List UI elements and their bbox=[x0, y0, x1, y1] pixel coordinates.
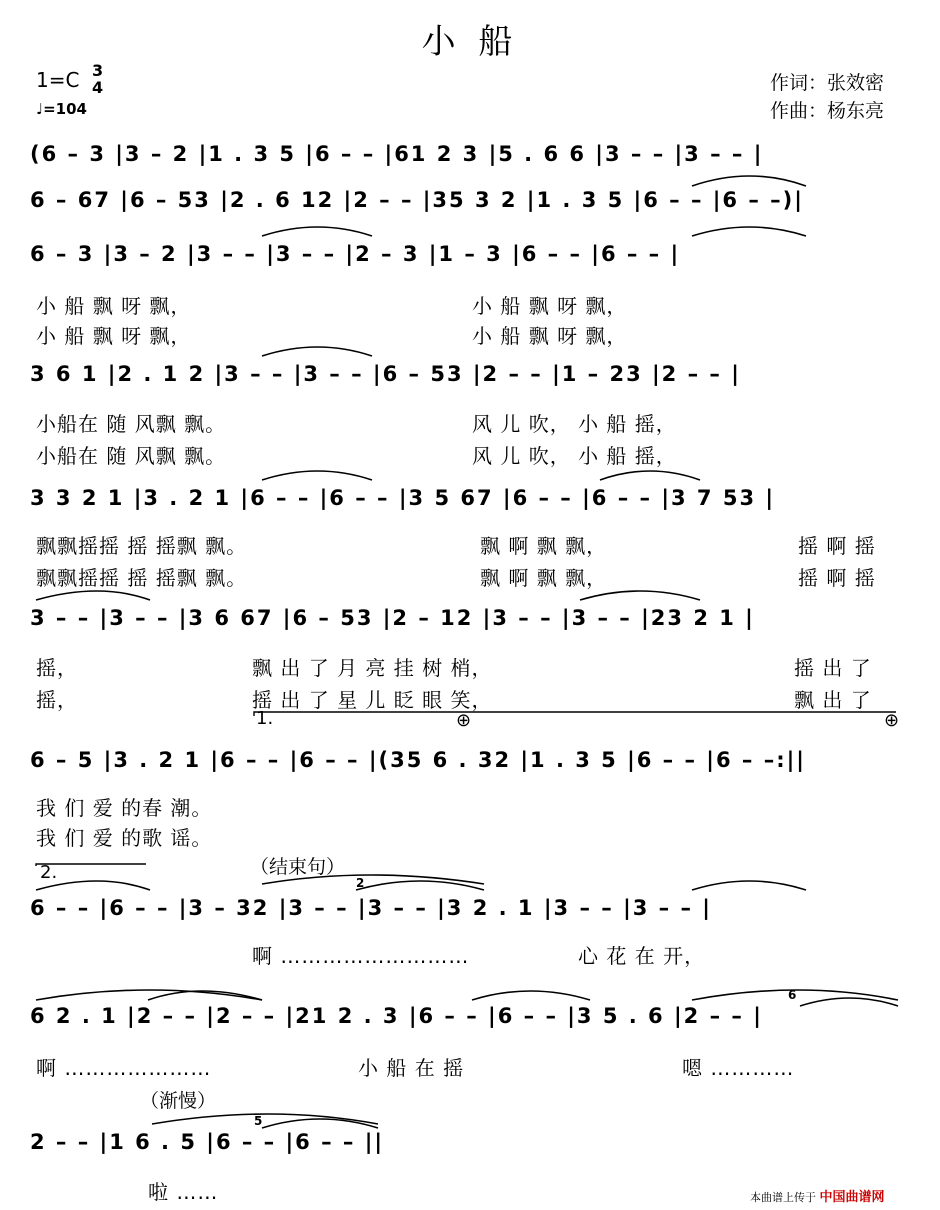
notation-row-6: 3 – – |3 – – |3 6 67 |6 – 53 |2 – 12 |3 – – |3 – – |23 2 1 | bbox=[30, 606, 755, 630]
notation-row-5: 3 3 2 1 |3 . 2 1 |6 – – |6 – – |3 5 67 |6 – – |6 – – |3 7 53 | bbox=[30, 486, 776, 510]
lyric-row-8: 啊 ……………………… 心 花 在 开， bbox=[252, 944, 706, 968]
notation-row-4: 3 6 1 |2 . 1 2 |3 – – |3 – – |6 – 53 |2 – – |1 – 23 |2 – – | bbox=[30, 362, 741, 386]
second-ending-mark: 2. bbox=[40, 862, 58, 883]
lyricist-credit: 作词：张效密 bbox=[770, 72, 885, 94]
grace-note-5: 5 bbox=[254, 1114, 263, 1128]
tempo-marking: ♩=104 bbox=[36, 100, 87, 118]
lyric-row-10: 啦 …… bbox=[148, 1180, 219, 1204]
notation-row-2: 6 – 67 |6 – 53 |2 . 6 12 |2 – – |35 3 2 |1 . 3 5 |6 – – |6 – –)| bbox=[30, 188, 804, 212]
grace-note-2: 2 bbox=[356, 876, 365, 890]
lyric-row-5b: 飘飘摇摇 摇 摇飘 飘。 飘 啊 飘 飘， 摇 啊 摇 bbox=[36, 566, 876, 590]
lyric-row-3b: 小 船 飘 呀 飘， 小 船 飘 呀 飘， bbox=[36, 324, 628, 348]
ending-phrase-label: （结束句） bbox=[250, 856, 346, 878]
first-ending-mark: 1. bbox=[256, 708, 274, 729]
composer-credit: 作曲：杨东亮 bbox=[770, 100, 885, 122]
lyric-row-7a: 我 们 爱 的春 潮。 bbox=[36, 796, 213, 820]
coda-sign-2: ⊕ bbox=[884, 710, 900, 731]
lyric-row-6b: 摇， 摇 出 了 星 儿 眨 眼 笑， 飘 出 了 bbox=[36, 688, 872, 712]
key-signature: 1=C bbox=[36, 68, 80, 92]
lyric-row-9: 啊 ………………… 小 船 在 摇 嗯 ………… bbox=[36, 1056, 795, 1080]
notation-row-10: 2 – – |1 6 . 5 |6 – – |6 – – || bbox=[30, 1130, 385, 1154]
notation-row-9: 6 2 . 1 |2 – – |2 – – |21 2 . 3 |6 – – |6 – – |3 5 . 6 |2 – – | bbox=[30, 1004, 763, 1028]
notation-row-7: 6 – 5 |3 . 2 1 |6 – – |6 – – |(35 6 . 32 |1 . 3 5 |6 – – |6 – –:|| bbox=[30, 748, 806, 772]
notation-row-3: 6 – 3 |3 – 2 |3 – – |3 – – |2 – 3 |1 – 3 |6 – – |6 – – | bbox=[30, 242, 681, 266]
notation-row-8: 6 – – |6 – – |3 – 32 |3 – – |3 – – |3 2 . 1 |3 – – |3 – – | bbox=[30, 896, 712, 920]
grace-note-6: 6 bbox=[788, 988, 797, 1002]
page-title: 小 船 bbox=[421, 22, 519, 62]
lyric-row-4a: 小船在 随 风飘 飘。 风 儿 吹， 小 船 摇， bbox=[36, 412, 677, 436]
footer-credit: 本曲谱上传于 中国曲谱网 bbox=[750, 1190, 885, 1205]
site-logo: 中国曲谱网 bbox=[819, 1190, 885, 1205]
lyric-row-6a: 摇， 飘 出 了 月 亮 挂 树 梢， 摇 出 了 bbox=[36, 656, 872, 680]
lyric-row-5a: 飘飘摇摇 摇 摇飘 飘。 飘 啊 飘 飘， 摇 啊 摇 bbox=[36, 534, 876, 558]
time-signature: 3 4 bbox=[92, 61, 104, 97]
lyric-row-4b: 小船在 随 风飘 飘。 风 儿 吹， 小 船 摇， bbox=[36, 444, 677, 468]
notation-row-1: (6 – 3 |3 – 2 |1 . 3 5 |6 – – |61 2 3 |5 . 6 6 |3 – – |3 – – | bbox=[30, 142, 764, 166]
ritardando-label: （渐慢） bbox=[140, 1090, 217, 1112]
lyric-row-3a: 小 船 飘 呀 飘， 小 船 飘 呀 飘， bbox=[36, 294, 628, 318]
coda-sign-1: ⊕ bbox=[456, 710, 472, 731]
lyric-row-7b: 我 们 爱 的歌 谣。 bbox=[36, 826, 213, 850]
